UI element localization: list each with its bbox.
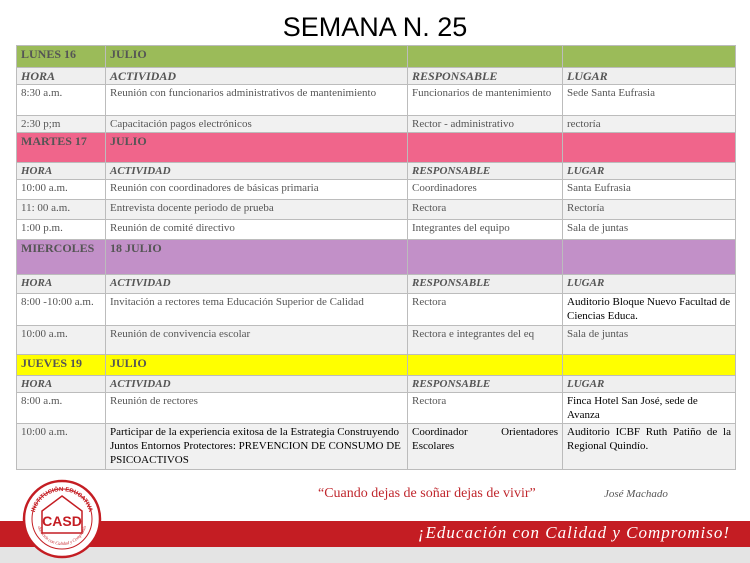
quote-text: “Cuando dejas de soñar dejas de vivir”: [318, 486, 536, 501]
cell-actividad: Capacitación pagos electrónicos: [106, 116, 408, 133]
day-band-miercoles: [17, 240, 736, 275]
day-label: JUEVES 19: [17, 355, 106, 376]
cell-responsable: Rectora: [408, 393, 563, 424]
table-header-row: [17, 275, 736, 294]
school-logo: [22, 479, 102, 559]
day-band-lunes: [17, 46, 736, 68]
day-label: LUNES 16: [17, 46, 106, 68]
table-row: [17, 326, 736, 355]
cell-hora: 10:00 a.m.: [17, 424, 106, 470]
header-lugar: LUGAR: [563, 163, 736, 180]
cell-lugar: Santa Eufrasia: [563, 180, 736, 200]
header-actividad: ACTIVIDAD: [106, 275, 408, 294]
cell-actividad: Participar de la experiencia exitosa de la Estrategia Construyendo Juntos Entornos Protectores: PREVENCION DE CONSUMO DE PSICOACTIVOS: [106, 424, 408, 470]
cell-hora: 1:00 p.m.: [17, 220, 106, 240]
cell-hora: 10:00 a.m.: [17, 326, 106, 355]
header-actividad: ACTIVIDAD: [106, 376, 408, 393]
cell-lugar: Sala de juntas: [563, 220, 736, 240]
header-responsable: RESPONSABLE: [408, 163, 563, 180]
cell-actividad: Entrevista docente periodo de prueba: [106, 200, 408, 220]
header-hora: HORA: [17, 68, 106, 85]
cell-actividad: Reunión con coordinadores de básicas primaria: [106, 180, 408, 200]
header-actividad: ACTIVIDAD: [106, 163, 408, 180]
month-label: JULIO: [106, 355, 408, 376]
table-row: [17, 294, 736, 326]
cell-responsable: Funcionarios de mantenimiento: [408, 85, 563, 116]
cell-responsable: Rector - administrativo: [408, 116, 563, 133]
header-responsable: RESPONSABLE: [408, 275, 563, 294]
cell-lugar: Rectoría: [563, 200, 736, 220]
cell-actividad: Invitación a rectores tema Educación Superior de Calidad: [106, 294, 408, 326]
logo-motto: ducación con Calidad y Compromis: [36, 525, 88, 547]
header-lugar: LUGAR: [563, 376, 736, 393]
month-label: JULIO: [106, 133, 408, 163]
cell-lugar: Sede Santa Eufrasia: [563, 85, 736, 116]
header-hora: HORA: [17, 376, 106, 393]
table-row: [17, 200, 736, 220]
day-label: MIERCOLES: [17, 240, 106, 275]
cell-lugar: Finca Hotel San José, sede de Avanza: [563, 393, 736, 424]
cell-hora: 8:00 -10:00 a.m.: [17, 294, 106, 326]
cell-lugar: Auditorio ICBF Ruth Patiño de la Regional Quindío.: [563, 424, 736, 470]
table-row: [17, 85, 736, 116]
table-row: [17, 180, 736, 200]
cell-lugar: rectoría: [563, 116, 736, 133]
footer-strip: [0, 547, 750, 563]
cell-lugar: Auditorio Bloque Nuevo Facultad de Ciencias Educa.: [563, 294, 736, 326]
slogan-text: ¡Educación con Calidad y Compromiso!: [417, 523, 730, 542]
header-hora: HORA: [17, 163, 106, 180]
cell-actividad: Reunión con funcionarios administrativos de mantenimiento: [106, 85, 408, 116]
table-header-row: [17, 68, 736, 85]
cell-hora: 11: 00 a.m.: [17, 200, 106, 220]
cell-responsable: Coordinadores: [408, 180, 563, 200]
schedule-table: [16, 45, 736, 470]
table-row: [17, 220, 736, 240]
table-row: [17, 116, 736, 133]
header-lugar: LUGAR: [563, 68, 736, 85]
header-lugar: LUGAR: [563, 275, 736, 294]
logo-ring-text: INSTITUCIÓN EDUCATIVA: [30, 486, 94, 513]
cell-responsable: Coordinador Orientadores Escolares: [408, 424, 563, 470]
quote-author: José Machado: [604, 488, 668, 500]
header-hora: HORA: [17, 275, 106, 294]
cell-hora: 8:00 a.m.: [17, 393, 106, 424]
cell-actividad: Reunión de convivencia escolar: [106, 326, 408, 355]
cell-actividad: Reunión de comité directivo: [106, 220, 408, 240]
table-header-row: [17, 163, 736, 180]
page-title: SEMANA N. 25: [282, 12, 468, 42]
month-label: JULIO: [106, 46, 408, 68]
table-row: [17, 393, 736, 424]
day-label: MARTES 17: [17, 133, 106, 163]
table-header-row: [17, 376, 736, 393]
cell-hora: 2:30 p;m: [17, 116, 106, 133]
cell-hora: 8:30 a.m.: [17, 85, 106, 116]
cell-responsable: Rectora: [408, 200, 563, 220]
day-band-martes: [17, 133, 736, 163]
header-responsable: RESPONSABLE: [408, 68, 563, 85]
cell-lugar: Sala de juntas: [563, 326, 736, 355]
header-responsable: RESPONSABLE: [408, 376, 563, 393]
table-row: [17, 424, 736, 470]
cell-responsable: Rectora: [408, 294, 563, 326]
cell-responsable: Integrantes del equipo: [408, 220, 563, 240]
logo-acronym: CASD: [42, 513, 82, 529]
cell-actividad: Reunión de rectores: [106, 393, 408, 424]
header-actividad: ACTIVIDAD: [106, 68, 408, 85]
cell-hora: 10:00 a.m.: [17, 180, 106, 200]
cell-responsable: Rectora e integrantes del eq: [408, 326, 563, 355]
month-label: 18 JULIO: [106, 240, 408, 275]
day-band-jueves: [17, 355, 736, 376]
